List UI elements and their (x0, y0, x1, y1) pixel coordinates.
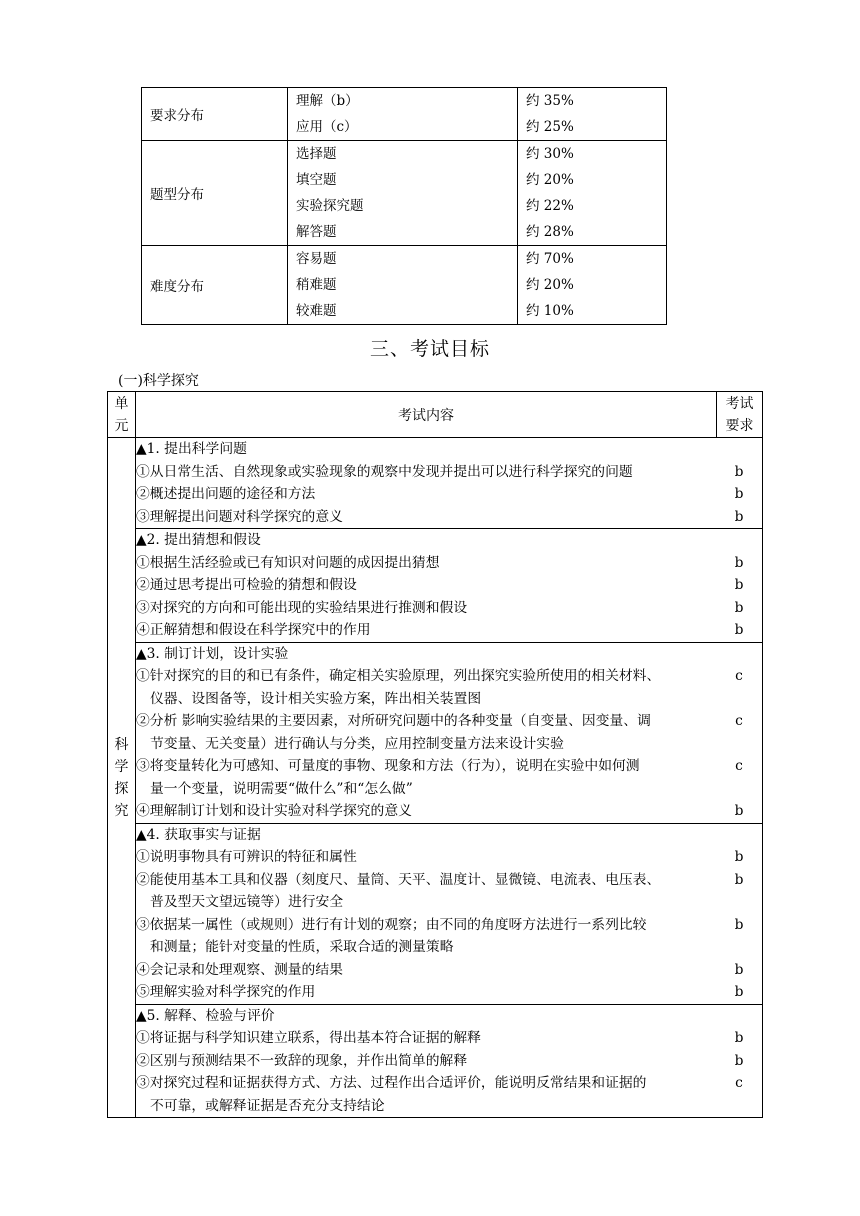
requirement-level: b (734, 463, 744, 480)
header-unit (108, 392, 136, 438)
distribution-values (518, 246, 667, 325)
requirement-level: b (734, 803, 744, 819)
distribution-item-label: 应用（c） (296, 119, 358, 135)
header-content: 考试内容 (136, 392, 717, 438)
content-text: ②能使用基本工具和仪器（刻度尺、量筒、天平、温度计、显微镜、电流表、电压表、 (136, 871, 661, 888)
requirement-level: c (735, 668, 743, 684)
content-item (136, 619, 762, 642)
content-text: ②分析 影响实验结果的主要因素，对所研究问题中的各种变量（自变量、因变量、调 (136, 713, 651, 729)
distribution-row (142, 246, 667, 325)
content-text: ④会记录和处理观察、测量的结果 (136, 961, 343, 978)
content-item (136, 981, 762, 1004)
content-item (136, 483, 762, 506)
distribution-item-value: 约 35% (526, 93, 574, 109)
content-text: ③理解提出问题对科学探究的意义 (136, 508, 343, 525)
requirement-level: b (734, 599, 744, 616)
distribution-group: 题型分布 (142, 141, 288, 246)
content-item (136, 506, 762, 529)
distribution-item-value: 约 70% (526, 251, 574, 267)
distribution-labels (288, 88, 518, 141)
distribution-labels (288, 246, 518, 325)
requirement-level: c (735, 713, 743, 729)
requirement-level (716, 778, 762, 801)
requirement-level: b (734, 486, 744, 502)
distribution-item-value: 约 25% (526, 119, 574, 135)
header-requirement-label: 考试要求 (725, 395, 754, 434)
content-text: ④理解制订计划和设计实验对科学探究的意义 (136, 803, 412, 819)
content-text: 量一个变量，说明需要“做什么”和“怎么做” (150, 780, 413, 797)
distribution-item-label: 较难题 (296, 303, 337, 319)
distribution-group: 要求分布 (142, 88, 288, 141)
distribution-table (141, 87, 667, 325)
distribution-table-body (142, 88, 667, 325)
requirement-level: c (735, 758, 743, 774)
content-item-continuation (136, 936, 762, 959)
block-heading: ▲2. 提出猜想和假设 (136, 532, 261, 548)
exam-table-body (108, 438, 763, 1118)
requirement-level: b (734, 849, 744, 865)
content-item-continuation (136, 733, 762, 756)
distribution-item-value: 约 20% (526, 172, 574, 188)
distribution-item-value: 约 20% (526, 277, 574, 293)
content-item (136, 1027, 762, 1050)
content-text: ②区别与预测结果不一致辞的现象，并作出简单的解释 (136, 1052, 468, 1069)
distribution-item-value: 约 30% (526, 146, 574, 162)
content-item (136, 597, 762, 620)
exam-block (136, 1004, 763, 1118)
exam-table-header-row (108, 392, 763, 438)
distribution-item-label: 解答题 (296, 224, 337, 240)
distribution-row (142, 88, 667, 141)
content-item (136, 552, 762, 575)
block-heading: ▲5. 解释、检验与评价 (136, 1007, 275, 1024)
exam-block-row (108, 642, 763, 823)
exam-block-row (108, 529, 763, 643)
content-text: ①将证据与科学知识建立联系，得出基本符合证据的解释 (136, 1030, 481, 1046)
content-item (136, 800, 762, 823)
exam-objectives-table (107, 391, 763, 1118)
distribution-row (142, 141, 667, 246)
content-text: ③对探究的方向和可能出现的实验结果进行推测和假设 (136, 599, 468, 616)
content-item (136, 574, 762, 597)
requirement-level (716, 891, 762, 914)
requirement-level: b (734, 916, 744, 933)
content-item-continuation (136, 891, 762, 914)
requirement-level: b (734, 1052, 744, 1069)
requirement-level: b (734, 984, 744, 1000)
content-text: ①根据生活经验或已有知识对问题的成因提出猜想 (136, 554, 440, 571)
content-text: ③对探究过程和证据获得方式、方法、过程作出合适评价，能说明反常结果和证据的 (136, 1075, 647, 1091)
section-title: 三、考试目标 (369, 338, 490, 360)
requirement-level: b (734, 577, 744, 593)
block-heading: ▲1. 提出科学问题 (136, 441, 247, 457)
content-text: 仪器、设图备等，设计相关实验方案，阵出相关装置图 (150, 690, 482, 707)
distribution-item-label: 实验探究题 (296, 198, 364, 214)
content-text: ②通过思考提出可检验的猜想和假设 (136, 577, 357, 593)
distribution-item-value: 约 22% (526, 198, 574, 214)
header-unit-label: 单元 (114, 395, 129, 434)
content-item (136, 959, 762, 982)
content-item (136, 461, 762, 484)
content-item (136, 914, 762, 937)
content-text: 和测量；能针对变量的性质，采取合适的测量策略 (150, 939, 454, 955)
content-item (136, 1072, 762, 1095)
content-text: ③依据某一属性（或规则）进行有计划的观察；由不同的角度呀方法进行一系列比较 (136, 916, 647, 933)
distribution-item-label: 填空题 (296, 172, 337, 188)
requirement-level (716, 1095, 762, 1118)
requirement-level: c (735, 1075, 743, 1091)
requirement-level: b (734, 622, 744, 638)
content-item-continuation (136, 688, 762, 711)
distribution-item-label: 稍难题 (296, 277, 337, 293)
content-item (136, 755, 762, 778)
content-text: 节变量、无关变量）进行确认与分类，应用控制变量方法来设计实验 (150, 735, 564, 752)
requirement-level: b (734, 554, 744, 571)
requirement-level: b (734, 871, 744, 888)
unit-cell (108, 438, 136, 1118)
requirement-level (716, 688, 762, 711)
content-text: 不可靠，或解释证据是否充分支持结论 (150, 1097, 385, 1114)
distribution-item-label: 理解（b） (296, 93, 359, 109)
requirement-level (716, 936, 762, 959)
content-item (136, 846, 762, 869)
distribution-group: 难度分布 (142, 246, 288, 325)
header-requirement (717, 392, 763, 438)
requirement-level: b (734, 508, 744, 525)
exam-block (136, 438, 763, 529)
exam-block (136, 529, 763, 643)
requirement-level: b (734, 1030, 744, 1046)
exam-block-row (108, 1004, 763, 1118)
block-heading: ▲4. 获取事实与证据 (136, 826, 261, 843)
exam-block (136, 642, 763, 823)
content-item-continuation (136, 778, 762, 801)
distribution-labels (288, 141, 518, 246)
distribution-values (518, 141, 667, 246)
content-item (136, 710, 762, 733)
content-text: ③将变量转化为可感知、可量度的事物、现象和方法（行为），说明在实验中如何测 (136, 758, 640, 774)
sub-title: (一)科学探究 (118, 373, 199, 389)
block-heading: ▲3. 制订计划，设计实验 (136, 645, 289, 662)
content-text: ①针对探究的目的和已有条件，确定相关实验原理，列出探究实验所使用的相关材料、 (136, 668, 661, 684)
exam-block-row (108, 438, 763, 529)
content-text: 普及型天文望远镜等）进行安全 (150, 894, 344, 910)
content-item (136, 665, 762, 688)
distribution-item-value: 约 28% (526, 224, 574, 240)
exam-block-row (108, 823, 763, 1004)
exam-block (136, 823, 763, 1004)
content-text: ⑤理解实验对科学探究的作用 (136, 984, 316, 1000)
content-text: ①从日常生活、自然现象或实验现象的观察中发现并提出可以进行科学探究的问题 (136, 463, 633, 480)
content-item (136, 869, 762, 892)
content-text: ④正解猜想和假设在科学探究中的作用 (136, 622, 371, 638)
requirement-level: b (734, 961, 744, 978)
requirement-level (716, 733, 762, 756)
distribution-values (518, 88, 667, 141)
content-text: ①说明事物具有可辨识的特征和属性 (136, 849, 357, 865)
content-item-continuation (136, 1095, 762, 1118)
content-text: ②概述提出问题的途径和方法 (136, 486, 316, 502)
distribution-item-value: 约 10% (526, 303, 574, 319)
distribution-item-label: 容易题 (296, 251, 337, 267)
unit-name: 科学探究 (114, 736, 129, 819)
content-item (136, 1050, 762, 1073)
distribution-item-label: 选择题 (296, 146, 337, 162)
